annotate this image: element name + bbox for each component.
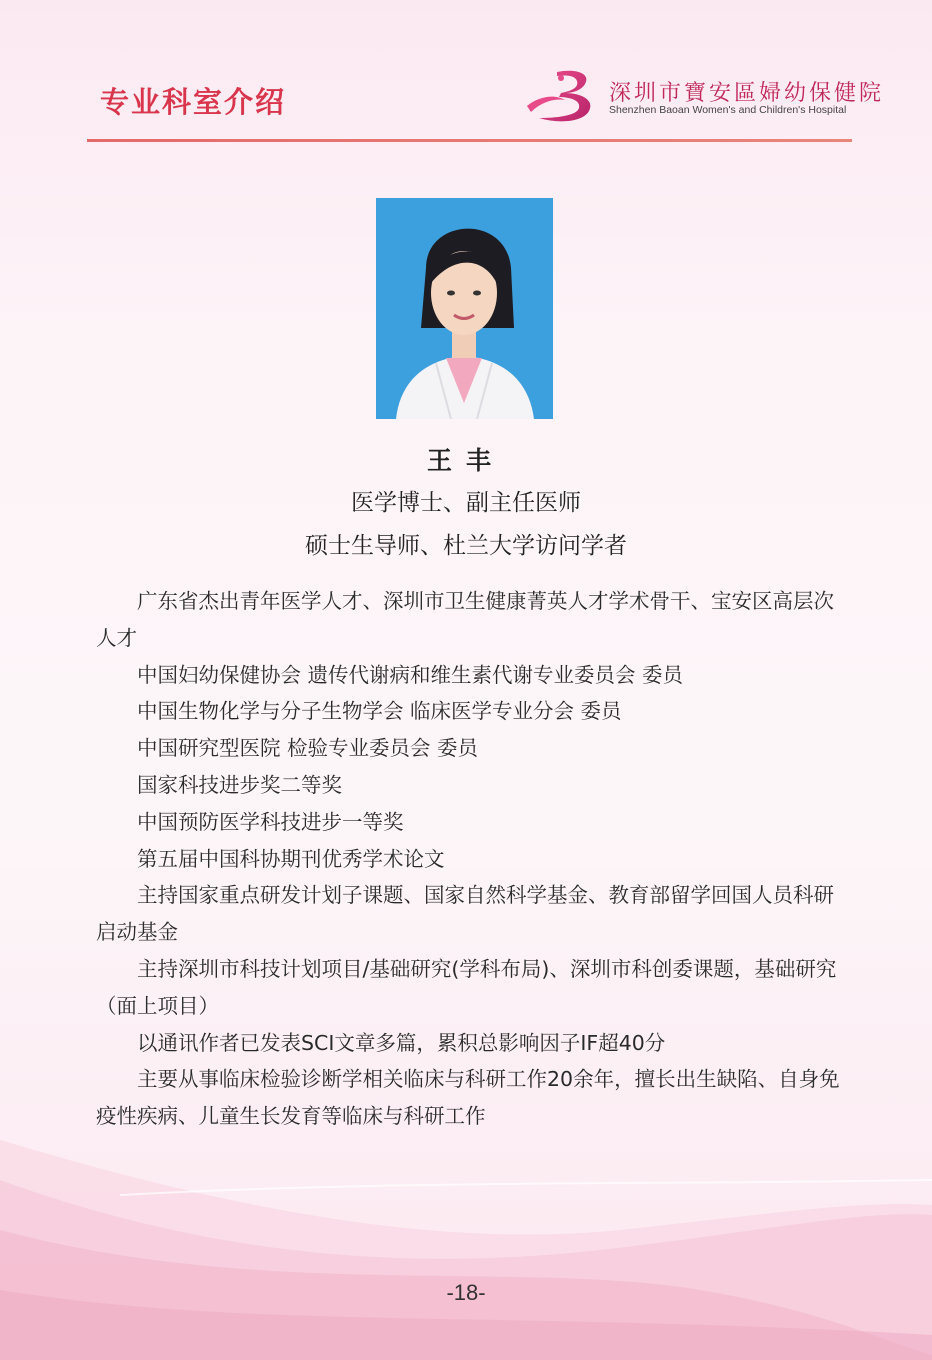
doctor-title-line1: 医学博士、副主任医师	[351, 490, 581, 516]
page-number: -18-	[446, 1280, 486, 1305]
bio-paragraph: 中国妇幼保健协会 遗传代谢病和维生素代谢专业委员会 委员	[137, 662, 684, 687]
bio-paragraph: 主要从事临床检验诊断学相关临床与科研工作20余年，擅长出生缺陷、自身免疫性疾病、儿童生长发育等临床与科研工作	[96, 1067, 840, 1129]
bio-paragraph: 广东省杰出青年医学人才、深圳市卫生健康菁英人才学术骨干、宝安区高层次人才	[96, 589, 834, 650]
hospital-logo	[525, 66, 885, 126]
bio-paragraph: 中国预防医学科技进步一等奖	[137, 809, 404, 834]
logo-b-icon	[525, 66, 601, 126]
hospital-name-en: Shenzhen Baoan Women's and Children's Hospital	[609, 104, 847, 116]
doctor-name: 王丰	[426, 446, 505, 475]
hospital-name-cn: 深圳市寶安區婦幼保健院	[609, 81, 885, 106]
bio-paragraph: 中国生物化学与分子生物学会 临床医学专业分会 委员	[137, 699, 622, 724]
bio-paragraph: 以通讯作者已发表SCI文章多篇，累积总影响因子IF超40分	[137, 1030, 666, 1055]
decorative-waves	[0, 1120, 932, 1360]
section-title: 专业科室介绍	[100, 85, 287, 119]
bio-paragraph: 主持国家重点研发计划子课题、国家自然科学基金、教育部留学回国人员科研启动基金	[96, 883, 834, 945]
bio-paragraph: 主持深圳市科技计划项目/基础研究(学科布局)、深圳市科创委课题，基础研究（面上项目）	[96, 956, 837, 1018]
header-divider	[87, 139, 852, 142]
bio-paragraph: 国家科技进步奖二等奖	[137, 772, 342, 797]
portrait-illustration	[376, 198, 553, 419]
doctor-title-line2: 硕士生导师、杜兰大学访问学者	[305, 533, 627, 559]
doctor-bio	[96, 583, 841, 1135]
bio-paragraph: 中国研究型医院 检验专业委员会 委员	[137, 736, 479, 761]
doctor-portrait	[376, 198, 553, 419]
bio-paragraph: 第五届中国科协期刊优秀学术论文	[137, 846, 445, 871]
